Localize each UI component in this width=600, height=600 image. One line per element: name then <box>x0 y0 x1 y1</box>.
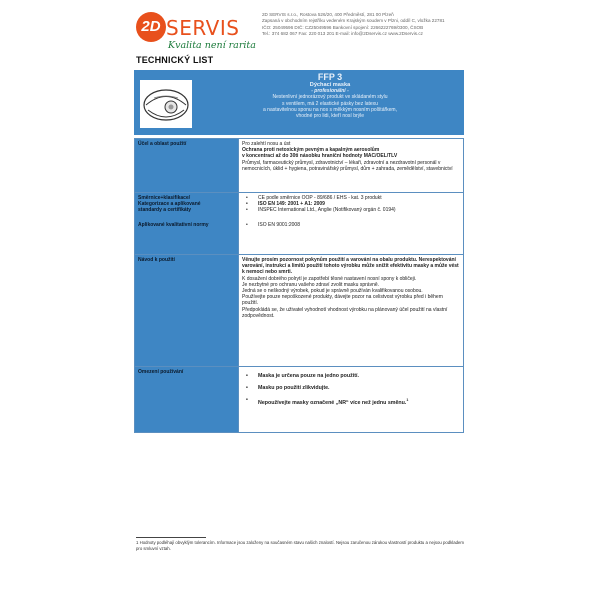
list-item: • Masku po použití zlikvidujte. <box>246 385 460 391</box>
company-info <box>262 12 472 37</box>
list-item: • ISO EN 149: 2001 + A1: 2009 <box>246 201 460 207</box>
text-line: Používejte pouze nepoškozené produkty, dávejte pozor na celistvost výrobku před i během použití. <box>242 294 443 307</box>
row-label: Účel a oblast použití <box>135 139 239 193</box>
row-content <box>239 367 464 433</box>
product-desc-line: Nestenlivní jednorázový produkt ve skládaném stylu <box>272 94 388 101</box>
mask-image <box>140 80 192 128</box>
footnote-mark: 1 <box>406 398 409 403</box>
text-paragraph: Průmysl, farmaceutický průmysl, zdravotnictví – lékaři, zdravotní a nezdravotní personál v nemocnicích, úklid + hygiena, potravinářský průmysl, dům + zahrada, zemědělství, stavebnictví <box>242 159 453 172</box>
table-row <box>135 255 464 367</box>
product-subtitle: Dýchací maska <box>309 82 351 88</box>
text-line: Jedná se o neškodný výrobek, pokud je správně používán kvalifikovanou osobou. <box>242 288 423 295</box>
text-line: Pro zalehtí nosu a úst <box>242 141 291 147</box>
row-label: Návod k použití <box>135 255 239 367</box>
company-line: 2D SERVIS s.r.o., Rostova 526/20, 400 Předměstí, 281 00 Plzeň <box>262 12 394 17</box>
text-bold: Věnujte prosím pozornost pokynům použití a varování na obalu produktu. Nerespektování varování, instrukcí a limitů použití tohoto výrobku může snížit efektivitu masky a může vést k nemoci nebo smrti. <box>242 257 459 276</box>
text-line: K dosažení dobrého polrytí je zapotřebí těsné nastavení nosní spony k obličeji. <box>242 275 417 282</box>
company-logo <box>136 12 266 52</box>
list-item: • ISO EN 9001:2008 <box>246 222 460 228</box>
table-row <box>135 367 464 433</box>
product-desc-line: a nastavitelnou sponu na nos s měkkým nosním polštářkem, <box>263 106 397 113</box>
product-desc-line: vhodné pro lidi, kteří nosí brýle <box>295 113 365 120</box>
label-line: Aplikované kvalitativní normy <box>138 221 209 228</box>
table-row <box>135 139 464 193</box>
document-title: TECHNICKÝ LIST <box>136 55 214 65</box>
restriction-list <box>242 373 460 406</box>
label-line: standardy a certifikáty <box>138 207 192 214</box>
logo-slogan: Kvalita není rarita <box>168 40 256 51</box>
text-bold: v koncentraci až do 30ti násobku hraniční hodnoty MAC/OEL/TLV <box>242 153 398 160</box>
logo-name: SERVIS <box>166 16 240 40</box>
footnote-divider <box>136 537 206 538</box>
product-pro: - profesionální - <box>311 88 349 95</box>
product-name: FFP 3 <box>317 72 343 82</box>
company-line: Tel.: 374 682 067 Fax: 220 013 201 E-mail: info@2Dservis.cz www.2Dservis.cz <box>262 30 423 36</box>
table-row <box>135 193 464 255</box>
row-label: Omezení používání <box>135 367 239 433</box>
row-label <box>135 193 239 255</box>
logo-badge: 2D <box>136 12 166 42</box>
row-content <box>239 193 464 255</box>
label-line: Směrnice+klasifikace/ <box>138 195 191 201</box>
text-line: Je nezbytné pro ochranu vašeho zdraví zvolit masku správně. <box>242 281 380 288</box>
row-content <box>239 139 464 193</box>
list-item: • CE podle směrnice OOP - 89/686 / EHS - kat. 3 produkt <box>246 195 460 201</box>
row-content <box>239 255 464 367</box>
footnote: 1 Hodnoty podléhají obvyklým tolerancím. Informace jsou založeny na současném stavu našich znalostí. Nejsou zaručenou zárukou vlastností produktu a nejsou podkladem pro smluvní vztah. <box>136 540 464 551</box>
iso-list <box>242 222 460 228</box>
product-desc-line: s ventilem, má 2 elastické pásky bez latexu <box>282 100 378 107</box>
list-item: • INSPEC International Ltd., Anglie (Notifikovaný orgán č. 0194) <box>246 207 460 213</box>
product-header <box>134 70 464 135</box>
company-line: IČO: 25049596 DIČ: CZ25049596 Bankovní spojení: 2266222769/0300, ČSOB <box>262 24 424 30</box>
spec-table <box>134 138 464 433</box>
item-text: Nepoužívejte masky označené „NR“ více než jednu směnu. <box>258 400 407 407</box>
list-item: • Maska je určena pouze na jedno použití. <box>246 373 460 379</box>
label-line: Kategorizace a aplikované <box>138 201 201 208</box>
text-bold: Ochrana proti netoxickým pevným a kapalným aerosolům <box>242 147 380 154</box>
text-line: Předpokládá se, že uživatel vyhodnotí vhodnost výrobku na plánovaný účel použití na vlastní zodpovědnost. <box>242 306 448 319</box>
product-text <box>198 72 462 119</box>
list-item <box>246 397 460 406</box>
cert-list <box>242 195 460 214</box>
company-line: Zapsaná v obchodním rejstříku vedeném Krajským soudem v Plzni, oddíl C, vložka 22781 <box>262 18 445 24</box>
